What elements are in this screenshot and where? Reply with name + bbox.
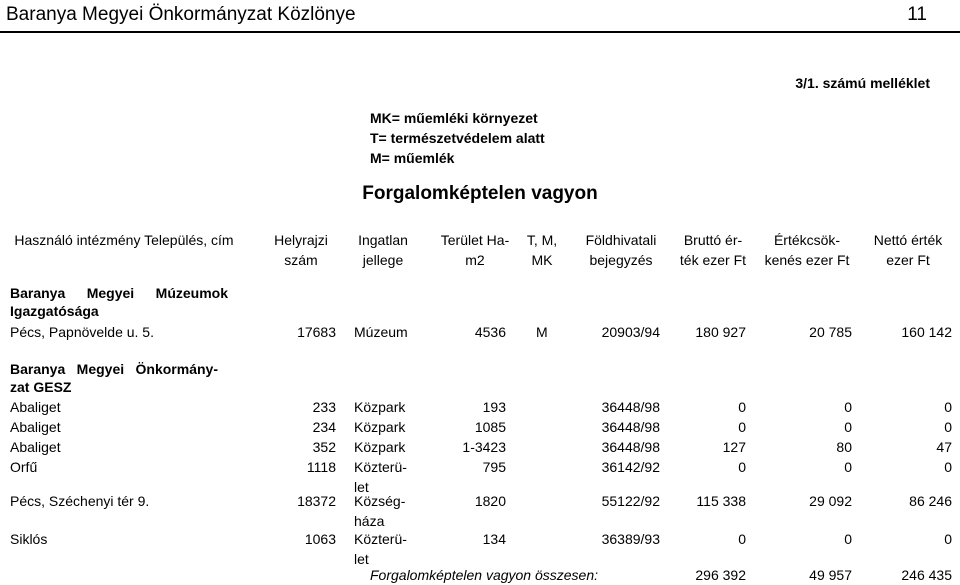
col-header-depreciation: Értékcsök-kenés ezer Ft	[764, 232, 850, 268]
cell-type: Múzeum	[354, 324, 408, 340]
cell-type: Közpark	[354, 399, 406, 415]
total-gross: 296 392	[695, 567, 746, 583]
cell-gross: 180 927	[695, 324, 746, 340]
legend-line-mk: MK= műemléki környezet	[370, 110, 538, 126]
cell-depreciation: 29 092	[809, 493, 852, 509]
cell-user: Orfű	[10, 459, 38, 475]
section-title: Forgalomképtelen vagyon	[362, 183, 598, 204]
cell-type: Közterü-let	[354, 531, 407, 567]
cell-registry: 36389/93	[601, 531, 660, 547]
cell-parcel: 1118	[306, 459, 336, 475]
cell-area: 1820	[474, 493, 506, 509]
cell-gross: 127	[722, 439, 746, 455]
total-label: Forgalomképtelen vagyon összesen:	[370, 567, 599, 583]
cell-registry: 36142/92	[601, 459, 660, 475]
cell-user: Pécs, Papnövelde u. 5.	[10, 324, 154, 340]
cell-parcel: 234	[312, 419, 336, 435]
cell-depreciation: 80	[836, 439, 852, 455]
cell-user: Siklós	[10, 531, 48, 547]
cell-parcel: 17683	[297, 324, 336, 340]
cell-tmmk: M	[536, 324, 548, 340]
cell-user: Abaliget	[10, 399, 61, 415]
total-depreciation: 49 957	[809, 567, 852, 583]
col-header-parcel: Helyrajzi szám	[274, 232, 328, 268]
legend-line-t: T= természetvédelem alatt	[370, 130, 545, 146]
col-header-tmmk: T, M, MK	[526, 232, 558, 268]
cell-depreciation: 20 785	[809, 324, 852, 340]
page-number: 11	[907, 4, 927, 25]
cell-registry: 36448/98	[601, 439, 660, 455]
cell-type: Község-háza	[354, 493, 406, 529]
cell-area: 795	[482, 459, 506, 475]
total-net: 246 435	[901, 567, 952, 583]
cell-net: 0	[944, 459, 952, 475]
group-name-museums: Baranya Megyei Múzeumok Igazgatósága	[10, 285, 228, 319]
cell-depreciation: 0	[844, 399, 852, 415]
col-header-net: Nettó érték ezer Ft	[873, 232, 943, 268]
cell-parcel: 233	[312, 399, 336, 415]
publication-title: Baranya Megyei Önkormányzat Közlönye	[6, 4, 356, 25]
cell-type: Közterü-let	[354, 459, 407, 495]
cell-user: Pécs, Széchenyi tér 9.	[10, 493, 150, 509]
cell-area: 1-3423	[462, 439, 506, 455]
cell-gross: 115 338	[696, 493, 746, 509]
cell-parcel: 18372	[297, 493, 336, 509]
cell-net: 160 142	[901, 324, 952, 340]
cell-area: 193	[482, 399, 506, 415]
cell-registry: 36448/98	[601, 419, 660, 435]
cell-depreciation: 0	[844, 419, 852, 435]
col-header-gross: Bruttó ér-ték ezer Ft	[679, 232, 747, 268]
cell-net: 86 246	[909, 493, 952, 509]
cell-user: Abaliget	[10, 439, 61, 455]
col-header-area: Terület Ha-m2	[440, 232, 510, 268]
cell-net: 0	[944, 531, 952, 547]
cell-net: 0	[944, 419, 952, 435]
col-header-registry: Földhivatali bejegyzés	[585, 232, 657, 268]
cell-area: 4536	[474, 324, 506, 340]
cell-registry: 20903/94	[601, 324, 660, 340]
cell-gross: 0	[738, 419, 746, 435]
col-header-type: Ingatlan jellege	[358, 232, 408, 268]
cell-type: Közpark	[354, 439, 406, 455]
cell-net: 0	[944, 399, 952, 415]
cell-registry: 55122/92	[601, 493, 660, 509]
cell-depreciation: 0	[844, 459, 852, 475]
cell-depreciation: 0	[844, 531, 852, 547]
legend-line-m: M= műemlék	[370, 150, 455, 166]
group-name-gesz: Baranya Megyei Önkormány-zat GESZ	[10, 361, 218, 395]
cell-parcel: 352	[312, 439, 336, 455]
cell-area: 1085	[474, 419, 506, 435]
cell-gross: 0	[738, 399, 746, 415]
cell-gross: 0	[738, 459, 746, 475]
header-rule	[0, 31, 960, 33]
cell-type: Közpark	[354, 419, 406, 435]
col-header-user: Használó intézmény Település, cím	[14, 232, 234, 248]
cell-net: 47	[936, 439, 952, 455]
annex-label: 3/1. számú melléklet	[795, 75, 930, 91]
cell-area: 134	[482, 531, 506, 547]
cell-gross: 0	[738, 531, 746, 547]
cell-user: Abaliget	[10, 419, 61, 435]
cell-parcel: 1063	[304, 531, 336, 547]
cell-registry: 36448/98	[601, 399, 660, 415]
